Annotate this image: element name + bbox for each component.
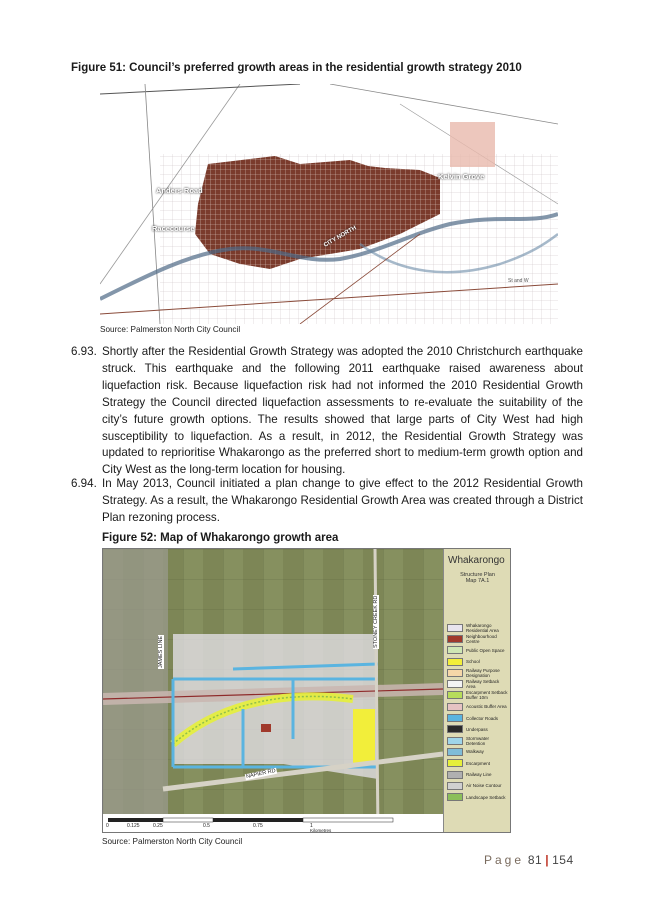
scale-tick: 0.25 xyxy=(153,823,163,829)
label-james-line: JAMES LINE xyxy=(158,635,164,668)
legend-label: Walkway xyxy=(466,749,484,755)
legend-label: Escarpment xyxy=(466,760,491,766)
paragraph-number: 6.93. xyxy=(71,345,97,358)
legend-item xyxy=(447,701,509,712)
legend-label: Collector Roads xyxy=(466,715,499,721)
label-racecourse: Racecourse xyxy=(152,224,195,233)
page-separator: | xyxy=(545,853,550,867)
page-word: Page xyxy=(484,853,525,867)
figure-52-map xyxy=(102,548,511,833)
legend-item xyxy=(447,791,509,802)
legend-swatch xyxy=(447,646,463,654)
legend-list xyxy=(444,622,511,803)
legend-swatch xyxy=(447,748,463,756)
label-kelvin-grove: Kelvin Grove xyxy=(438,172,485,181)
scale-tick: 0 xyxy=(106,823,109,829)
label-stand-west: St and W xyxy=(508,278,529,284)
legend-item xyxy=(447,633,509,644)
legend-title: Whakarongo xyxy=(448,555,505,566)
legend-item xyxy=(447,645,509,656)
legend-swatch xyxy=(447,771,463,779)
page-number: 81 xyxy=(527,853,543,867)
legend-swatch xyxy=(447,759,463,767)
legend-swatch xyxy=(447,680,463,688)
legend-item xyxy=(447,758,509,769)
paragraph-text: In May 2013, Council initiated a plan change to give effect to the 2012 Residential Growth Strategy. As a result, the Whakarongo Residential Growth Area was created through a District Plan rezoning process. xyxy=(102,477,583,524)
legend-swatch xyxy=(447,793,463,801)
figure-51-source: Source: Palmerston North City Council xyxy=(100,325,241,334)
legend-swatch xyxy=(447,691,463,699)
legend-item xyxy=(447,678,509,689)
page-footer xyxy=(484,853,574,867)
legend-label: Neighbourhood Centre xyxy=(466,633,497,644)
legend-item xyxy=(447,667,509,678)
legend-item xyxy=(447,690,509,701)
legend-item xyxy=(447,735,509,746)
legend-subtitle: Structure Plan xyxy=(460,572,495,578)
legend-swatch xyxy=(447,714,463,722)
scale-tick: 0.75 xyxy=(253,823,263,829)
legend-label: Underpass xyxy=(466,726,488,732)
legend-swatch xyxy=(447,725,463,733)
legend-label: Landscape Setback xyxy=(466,794,506,800)
legend-item xyxy=(447,656,509,667)
figure-52-source: Source: Palmerston North City Council xyxy=(102,837,243,846)
legend-label: Railway Setback Area xyxy=(466,679,500,690)
legend-label: Escarpment Setback Buffer 10m xyxy=(466,690,508,701)
label-city-north: CITY NORTH xyxy=(322,225,358,249)
legend-item xyxy=(447,622,509,633)
map-legend xyxy=(443,549,511,832)
legend-item xyxy=(447,780,509,791)
legend-item xyxy=(447,724,509,735)
paragraph-text: Shortly after the Residential Growth Strategy was adopted the 2010 Christchurch earthquake struck. This earthquake and the following 2011 earthquake raised awareness about liquefaction risk. Because liquefaction risk had not informed the 2010 Residential Growth Strategy the Council directed liquefaction assessments to re-evaluate the suitability of the city’s future growth options. The results showed that large parts of City West had high susceptibility to liquefaction. As a result, in 2012, the Residential Growth Strategy was updated to reprioritise Whakarongo as the preferred short to medium-term growth option and City West as the long-term location for housing. xyxy=(102,345,583,477)
legend-item xyxy=(447,712,509,723)
figure-52-title: Figure 52: Map of Whakarongo growth area xyxy=(102,532,339,544)
legend-map-number: Map 7A.1 xyxy=(465,578,490,584)
whakarongo-aerial-graphic xyxy=(103,549,443,832)
growth-areas-map-graphic xyxy=(100,84,558,324)
scale-tick: 0.5 xyxy=(203,823,210,829)
scale-unit: Kilometres xyxy=(310,828,332,833)
label-anders-road: Anders Road xyxy=(156,186,203,195)
legend-swatch xyxy=(447,782,463,790)
legend-label: School xyxy=(466,659,480,665)
legend-swatch xyxy=(447,703,463,711)
page-total: 154 xyxy=(552,853,574,867)
figure-51-map xyxy=(100,84,558,324)
paragraph-number: 6.94. xyxy=(71,477,97,490)
legend-label: Stormwater Detention xyxy=(466,735,490,746)
legend-swatch xyxy=(447,658,463,666)
legend-label: Railway Line xyxy=(466,772,492,777)
legend-label: Whakarongo Residential Area xyxy=(466,622,499,633)
label-stoney-creek: STONEY CREEK RD xyxy=(373,595,379,648)
legend-swatch xyxy=(447,669,463,677)
legend-label: Railway Purpose Designation xyxy=(466,667,500,678)
legend-swatch xyxy=(447,624,463,632)
legend-label: Acoustic Buffer Area xyxy=(466,704,507,710)
scale-tick: 1 xyxy=(310,823,313,829)
label-napier-rd: NAPIER RD xyxy=(245,767,277,781)
legend-swatch xyxy=(447,737,463,745)
legend-swatch xyxy=(447,635,463,643)
scale-tick: 0.125 xyxy=(127,823,140,829)
figure-51-title: Figure 51: Council’s preferred growth areas in the residential growth strategy 2010 xyxy=(71,62,522,74)
legend-label: Air Noise Contour xyxy=(466,783,502,789)
legend-item xyxy=(447,746,509,757)
legend-label: Public Open Space xyxy=(466,647,505,653)
legend-item xyxy=(447,769,509,780)
